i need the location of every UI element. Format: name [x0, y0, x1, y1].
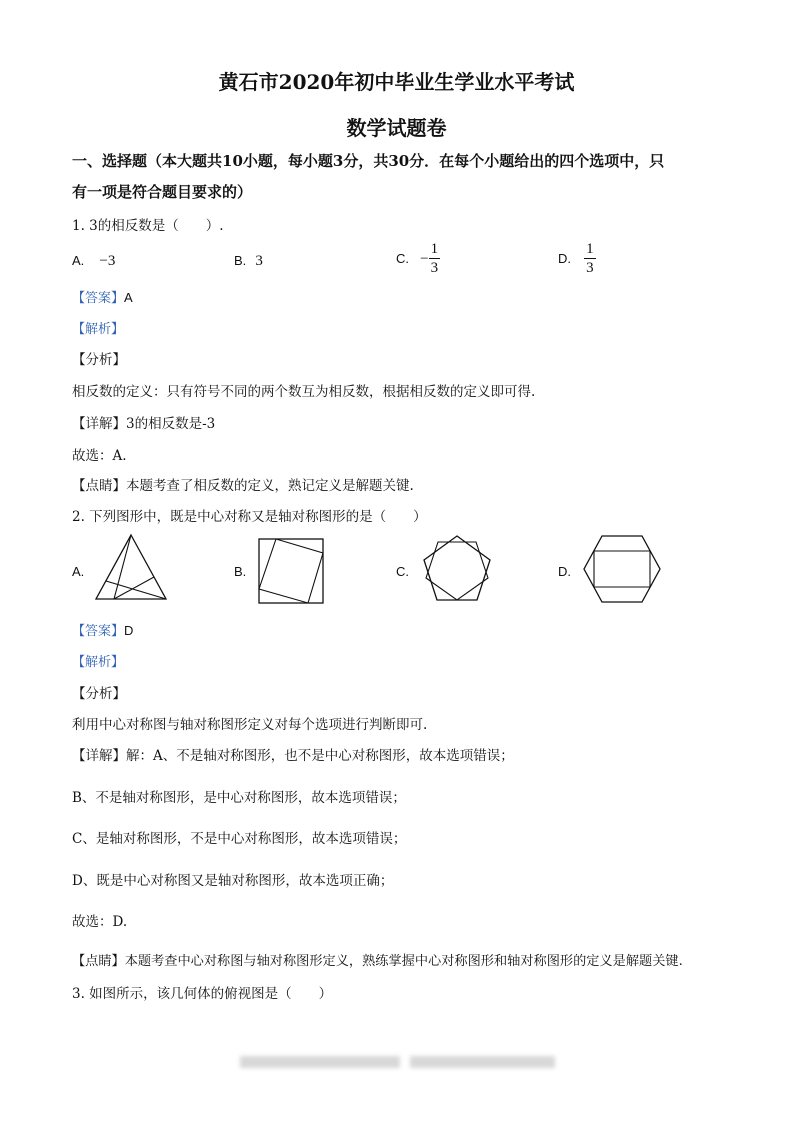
q2-dianjing: 【点睛】本题考查中心对称图与轴对称图形定义，熟练掌握中心对称图形和轴对称图形的定义是解题关键.: [72, 954, 683, 969]
q1-jiexi-tag: 【解析】: [72, 321, 125, 336]
q2-fenxi-text: 利用中心对称图与轴对称图形定义对每个选项进行判断即可.: [72, 717, 428, 733]
q2-xiangjie: 【详解】解：A、不是轴对称图形，也不是中心对称图形，故本选项错误；: [72, 748, 514, 764]
q2-line-b: B、不是轴对称图形，是中心对称图形，故本选项错误；: [72, 790, 406, 806]
q2-line-d: D、既是中心对称图又是轴对称图形，故本选项正确；: [72, 873, 394, 889]
q2-option-d-label: D.: [558, 564, 571, 579]
q2-option-c-label: C.: [396, 564, 409, 579]
q1-option-b-label: B.: [234, 253, 247, 268]
q2-answer-tag: 【答案】: [72, 623, 125, 638]
q2-answer: [72, 620, 133, 639]
q2-option-c-pentagon-figure: [422, 534, 492, 602]
q1-option-d-label: D.: [558, 251, 571, 266]
q1-option-d: [558, 240, 596, 277]
q1-option-b-value: 3: [255, 253, 263, 269]
q1-option-a-value: −3: [99, 253, 116, 269]
footer-watermark-right: [410, 1056, 555, 1068]
page-subtitle: 数学试题卷: [346, 116, 447, 140]
q2-answer-value: D: [124, 623, 134, 638]
footer-watermark-left: [240, 1056, 400, 1068]
q1-option-d-fraction: [584, 240, 596, 277]
q2-stem: 2. 下列图形中，既是中心对称又是轴对称图形的是（ ）: [72, 509, 427, 525]
q1-answer: [72, 287, 133, 306]
q1-fenxi-tag: 【分析】: [72, 352, 126, 368]
q1-option-c-numerator: 1: [430, 241, 439, 257]
q1-guxuan: 故选：A.: [72, 448, 127, 464]
q2-option-a-triangle-figure: [94, 533, 168, 601]
q1-option-a: [72, 250, 115, 270]
q3-stem: 3. 如图所示，该几何体的俯视图是（ ）: [72, 986, 333, 1002]
section-heading-line2: 有一项是符合题目要求的）: [72, 183, 253, 201]
q1-option-a-label: A.: [72, 253, 85, 268]
q1-fenxi-text: 相反数的定义：只有符号不同的两个数互为相反数，根据相反数的定义即可得.: [72, 384, 536, 400]
section-heading-line1: 一、选择题（本大题共10小题，每小题3分，共30分．在每个小题给出的四个选项中，只: [72, 152, 665, 170]
q2-option-b-square-figure: [258, 538, 324, 604]
q2-option-b-label: B.: [234, 564, 247, 579]
q2-fenxi-tag: 【分析】: [72, 686, 126, 702]
q1-dianjing: 【点睛】本题考查了相反数的定义，熟记定义是解题关键.: [72, 478, 414, 494]
q2-option-a-label: A.: [72, 564, 85, 579]
q2-guxuan: 故选：D.: [72, 914, 128, 930]
q1-option-d-numerator: 1: [586, 241, 594, 257]
q1-option-c-fraction: [429, 240, 441, 277]
q1-option-c-sign: −: [420, 251, 429, 267]
q2-jiexi-tag: 【解析】: [72, 654, 125, 669]
q1-answer-value: A: [124, 290, 133, 305]
q1-option-b: [234, 250, 263, 270]
q1-option-d-denominator: 3: [586, 260, 594, 276]
q1-option-c-denominator: 3: [430, 260, 439, 276]
q1-xiangjie: 【详解】3的相反数是-3: [72, 416, 216, 432]
q1-option-c: [396, 240, 440, 277]
q2-option-d-hexagon-figure: [582, 534, 662, 604]
q1-option-c-label: C.: [396, 251, 409, 266]
q1-stem: 1. 3的相反数是（ ）.: [72, 218, 224, 234]
q1-answer-tag: 【答案】: [72, 290, 125, 305]
page-title: 黄石市2020年初中毕业生学业水平考试: [218, 70, 575, 94]
q2-line-c: C、是轴对称图形，不是中心对称图形，故本选项错误；: [72, 831, 407, 847]
